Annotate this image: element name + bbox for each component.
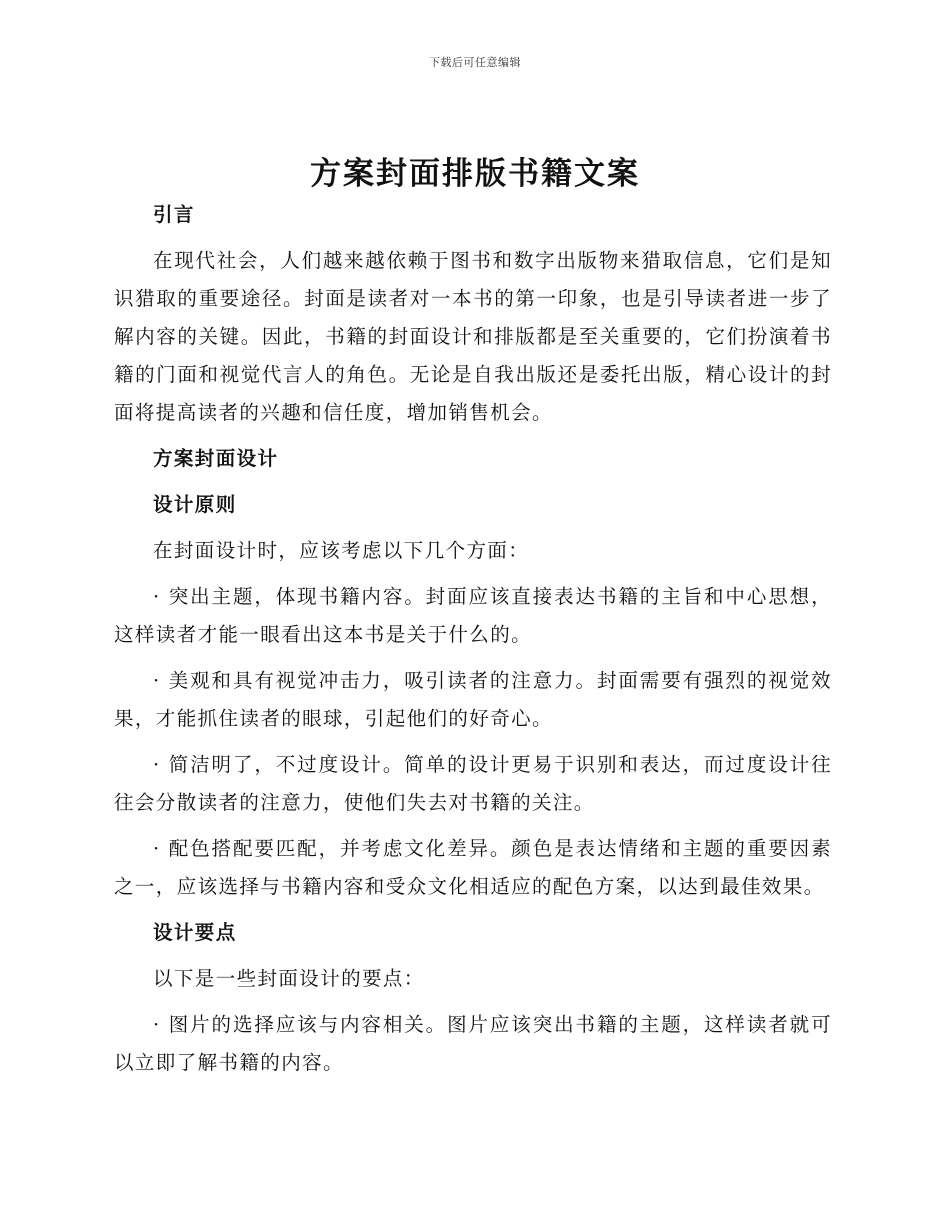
page-header: 下载后可任意编辑 bbox=[429, 56, 521, 69]
principle-item: · 美观和具有视觉冲击力，吸引读者的注意力。封面需要有强烈的视觉效果，才能抓住读者的眼球，引起他们的好奇心。 bbox=[114, 669, 832, 730]
key-points-intro: 以下是一些封面设计的要点： bbox=[153, 967, 425, 990]
key-point-item: · 图片的选择应该与内容相关。图片应该突出书籍的主题，这样读者就可以立即了解书籍的内容。 bbox=[114, 1013, 832, 1074]
principle-item: · 配色搭配要匹配，并考虑文化差异。颜色是表达情绪和主题的重要因素之一，应该选择与书籍内容和受众文化相适应的配色方案，以达到最佳效果。 bbox=[114, 837, 832, 898]
principles-heading: 设计原则 bbox=[153, 493, 237, 516]
cover-design-heading: 方案封面设计 bbox=[153, 447, 279, 470]
principle-item: · 简洁明了，不过度设计。简单的设计更易于识别和表达，而过度设计往往会分散读者的注意力，使他们失去对书籍的关注。 bbox=[114, 753, 832, 814]
principle-item: · 突出主题，体现书籍内容。封面应该直接表达书籍的主旨和中心思想，这样读者才能一眼看出这本书是关于什么的。 bbox=[114, 585, 832, 646]
document-body bbox=[114, 196, 832, 1090]
principles-intro: 在封面设计时，应该考虑以下几个方面： bbox=[153, 539, 530, 562]
document-title: 方案封面排版书籍文案 bbox=[310, 156, 640, 192]
intro-paragraph: 在现代社会，人们越来越依赖于图书和数字出版物来猎取信息，它们是知识猎取的重要途径。封面是读者对一本书的第一印象，也是引导读者进一步了解内容的关键。因此，书籍的封面设计和排版都是至关重要的，它们扮演着书籍的门面和视觉代言人的角色。无论是自我出版还是委托出版，精心设计的封面将提高读者的兴趣和信任度，增加销售机会。 bbox=[114, 249, 832, 424]
intro-heading: 引言 bbox=[153, 203, 195, 226]
key-points-heading: 设计要点 bbox=[153, 921, 237, 944]
